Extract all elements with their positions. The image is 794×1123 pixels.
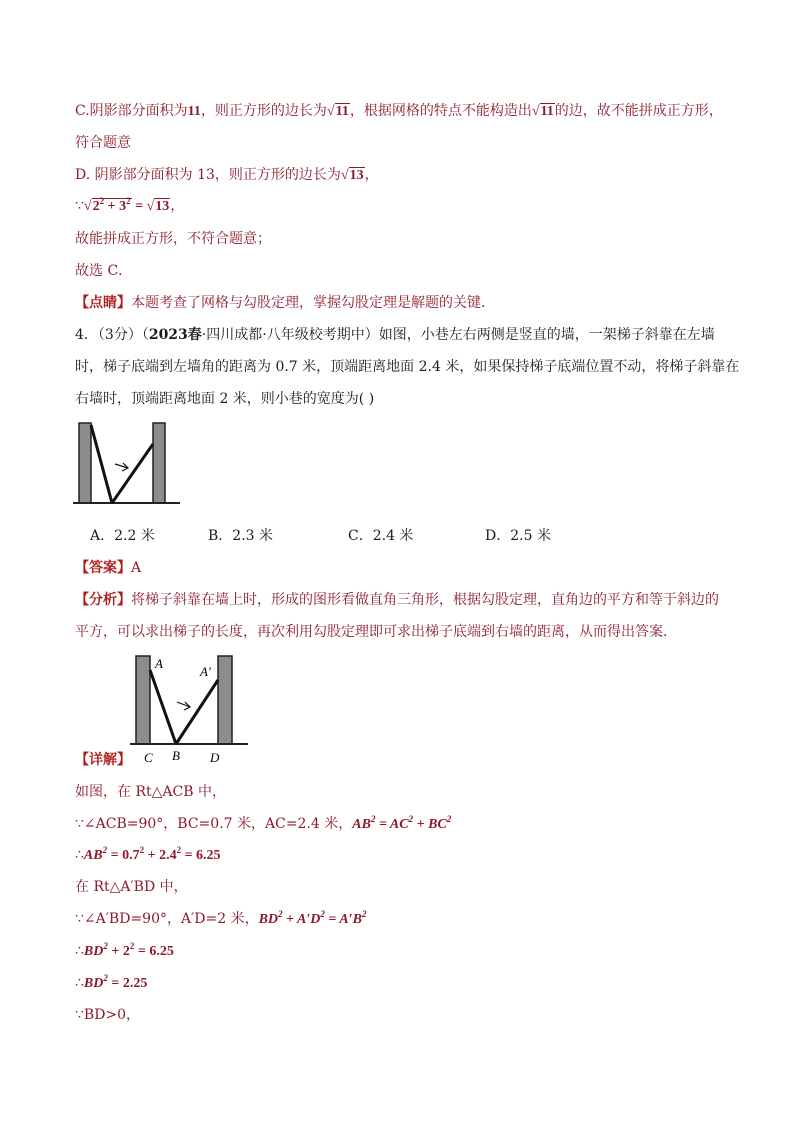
choice-a[interactable]: A．2.2 米 — [90, 528, 155, 544]
sqrt-expression: √13 — [146, 199, 170, 214]
text: C.阴影部分面积为 — [75, 103, 188, 119]
solution-step-1: 如图，在 Rt△ACB 中， — [75, 784, 226, 800]
text: ，则正方形的边长为 — [200, 103, 327, 119]
text: ， — [364, 167, 379, 183]
answer — [75, 558, 141, 578]
solution-step-8: ∵BD>0， — [75, 1007, 141, 1023]
label-a-prime: A′ — [200, 664, 211, 679]
text: 符合题意 — [75, 135, 131, 151]
solution-step-5: ∵∠A′BD=90°，A′D=2 米，$BD^2 + A'D^2 = A'B^2$ — [75, 909, 367, 927]
detail-tag: 【详解】 — [75, 752, 131, 768]
dianjing-text: 本题考查了网格与勾股定理，掌握勾股定理是解题的关键． — [131, 295, 495, 311]
sqrt-expression: √11 — [326, 104, 349, 119]
because-symbol: ∵ — [75, 198, 84, 214]
solution-step-2: ∵∠ACB=90°，BC=0.7 米，AC=2.4 米，$AB^2 = AC^2 + BC^2$ — [75, 814, 452, 832]
choice-d[interactable]: D．2.5 米 — [485, 528, 551, 544]
choose-answer: 故选 C． — [75, 263, 133, 279]
analysis-tag: 【分析】 — [75, 592, 131, 608]
question-4-line2: 时，梯子底端到左墙角的距离为 0.7 米，顶端距离地面 2.4 米，如果保持梯子底端位置不动，将梯子斜靠在 — [75, 359, 740, 375]
arrow-icon — [177, 702, 190, 710]
dianjing — [75, 293, 495, 313]
arrow-icon — [115, 463, 128, 471]
option-d-explanation — [75, 165, 379, 186]
analysis-text: 将梯子斜靠在墙上时，形成的图形看做直角三角形，根据勾股定理，直角边的平方和等于斜边的 — [131, 592, 719, 608]
left-wall — [136, 656, 150, 744]
right-wall — [218, 656, 232, 744]
choices-row — [90, 526, 551, 546]
answer-value: A — [131, 560, 142, 576]
label-b: B — [172, 748, 180, 763]
option-c-continuation — [75, 133, 131, 153]
choice-b[interactable]: B．2.3 米 — [208, 528, 274, 544]
left-wall — [79, 423, 91, 503]
ladder-diagram-1 — [70, 420, 185, 510]
dianjing-tag: 【点睛】 — [75, 295, 131, 311]
analysis-line2: 平方，可以求出梯子的长度，再次利用勾股定理即可求出梯子底端到右墙的距离，从而得出答案. — [75, 624, 668, 640]
math-number: 11 — [187, 104, 201, 119]
choice-c[interactable]: C．2.4 米 — [348, 528, 414, 544]
right-wall — [153, 423, 165, 503]
label-a: A — [155, 656, 163, 671]
solution-step-4: 在 Rt△A′BD 中， — [75, 879, 188, 895]
label-d: D — [210, 750, 220, 765]
solution-step-7: $\therefore BD^2 = 2.25$ — [75, 973, 148, 991]
solution-step-6: $\therefore BD^2 + 2^2 = 6.25$ — [75, 941, 174, 959]
analysis-line1 — [75, 590, 719, 610]
text: 的边，故不能拼成正方形， — [554, 103, 723, 119]
answer-tag: 【答案】 — [75, 560, 131, 576]
sqrt-expression: $√2^2 + 3^2$ — [83, 196, 131, 214]
sqrt-expression: √13 — [340, 168, 364, 183]
text: ，根据网格的特点不能构造出 — [349, 103, 532, 119]
question-4-line1: 4．（3分）（2023春·四川成都·八年级校考期中）如图，小巷左右两侧是竖直的墙，一架梯子斜靠在左墙 — [75, 327, 715, 343]
ladder-ab — [150, 670, 176, 744]
question-4-line3: 右墙时，顶端距离地面 2 米，则小巷的宽度为( ) — [75, 391, 375, 407]
sqrt-expression: √11 — [531, 104, 554, 119]
ladder-ba-prime — [176, 680, 218, 744]
ladder-diagram-2 — [128, 652, 253, 770]
option-c-explanation — [75, 101, 723, 122]
label-c: C — [144, 750, 153, 765]
ladder-left — [91, 425, 112, 503]
text: D. 阴影部分面积为 13，则正方形的边长为 — [75, 167, 341, 183]
conclusion: 故能拼成正方形，不符合题意； — [75, 231, 271, 247]
solution-step-3: $\therefore AB^2 = 0.7^2 + 2.4^2 = 6.25$ — [75, 845, 221, 863]
ladder-right — [112, 444, 153, 503]
equation-sqrt: $\because√2^2 + 3^2 = √13$， — [75, 196, 184, 217]
